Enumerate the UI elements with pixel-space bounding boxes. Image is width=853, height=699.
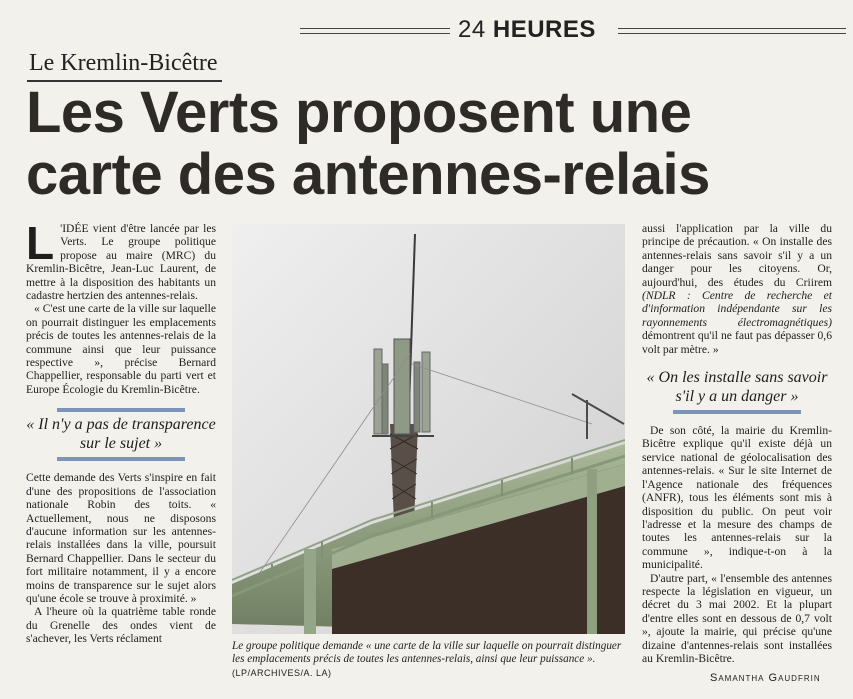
pull-quote-2-text: « On les installe sans savoir s'il y a un danger » (646, 369, 828, 406)
masthead-rule-left (300, 28, 450, 34)
headline-line-2: carte des antennes-relais (26, 142, 710, 207)
pull-quote-bar (57, 457, 185, 461)
pull-quote-1-text: « Il n'y a pas de transparence sur le sujet » (26, 416, 216, 453)
paragraph-2: « C'est une carte de la ville sur laquelle on pourrait distinguer les emplacements précis de toutes les antennes-relais de la commune ainsi que leur puissance respective », précise Bernard Chappellier, responsable du parti vert et Europe Écologie du Kremlin-Bicêtre. (26, 302, 216, 396)
masthead-rule-right (618, 28, 846, 34)
section-kicker: Le Kremlin-Bicêtre (27, 50, 222, 82)
pull-quote-2 (642, 368, 832, 414)
headline-line-1: Les Verts proposent une (26, 80, 692, 145)
antenna-photo-illustration (232, 224, 625, 634)
paragraph-3: Cette demande des Verts s'inspire en fait d'une des propositions de l'association nationale Robin des toits. « Actuellement, nous ne disposons d'aucune information sur les antennes-relais installées dans la ville, poursuit Bernard Chappellier. Dans le secteur du fort militaire notamment, il y a encore moins de transparence sur le sujet alors qu'une école se trouve à proximité. » (26, 471, 216, 605)
masthead-bar (300, 16, 845, 44)
caption-text: Le groupe politique demande « une carte de la ville sur laquelle on pourrait distinguer les emplacements précis de toutes les antennes-relais, ainsi que leur puissance ». (232, 640, 622, 666)
headline (26, 82, 826, 206)
article-photo (232, 224, 625, 634)
newspaper-name (458, 16, 596, 44)
paragraph-5-text: aussi l'application par la ville du principe de précaution. « On installe des antennes-relais sans savoir s'il y a un danger pour les citoyens. Or, aujourd'hui, des études du Criirem (642, 222, 832, 289)
pull-quote-bar (57, 408, 185, 412)
byline: Samantha Gaudfrin (710, 672, 821, 684)
drop-cap: L (26, 217, 55, 269)
paragraph-7: D'autre part, « l'ensemble des antennes respecte la législation en vigueur, un décret du 3 mai 2002. Et la plupart d'entre elles sont en dessous de 0,7 volt », ajoute la mairie, qui précise qu'une dizaine d'antennes-relais sont installées au Kremlin-Bicêtre. (642, 571, 832, 665)
pull-quote-1 (26, 408, 216, 461)
paragraph-4: A l'heure où la quatrième table ronde du Grenelle des ondes vient de s'achever, les Verts réclament (26, 605, 216, 646)
editor-note: (NDLR : Centre de recherche et d'information indépendante sur les rayonnements électromagnétiques) (642, 289, 832, 329)
paragraph-1 (26, 217, 216, 303)
newspaper-name-number: 24 (458, 16, 486, 43)
photo-caption (232, 640, 627, 680)
paragraph-5-end: démontrent qu'il ne faut pas dépasser 0,6 volt par mètre. » (642, 329, 832, 356)
photo-credit: (LP/ARCHIVES/A. LA) (232, 667, 332, 678)
paragraph-1-text: 'IDÉE vient d'être lancée par les Verts. Le groupe politique propose au maire (MRC) du Kremlin-Bicêtre, Jean-Luc Laurent, de mettre à la disposition des habitants un cadastre hertzien des antennes-relais. (26, 222, 216, 303)
paragraph-6: De son côté, la mairie du Kremlin-Bicêtre explique qu'il existe déjà un service national de géolocalisation des antennes-relais. « Sur le site Internet de l'Agence nationale des fréquences (ANFR), tous les éléments sont mis à disposition du public. On peut voir l'adresse et la mesure des champs de toutes les antennes-relais sur la commune », indique-t-on à la municipalité. (642, 424, 832, 572)
article-column-1 (26, 217, 216, 646)
paragraph-5 (642, 222, 832, 356)
article-column-3 (642, 222, 832, 665)
newspaper-name-word: HEURES (492, 16, 596, 43)
pull-quote-bar (673, 410, 801, 414)
